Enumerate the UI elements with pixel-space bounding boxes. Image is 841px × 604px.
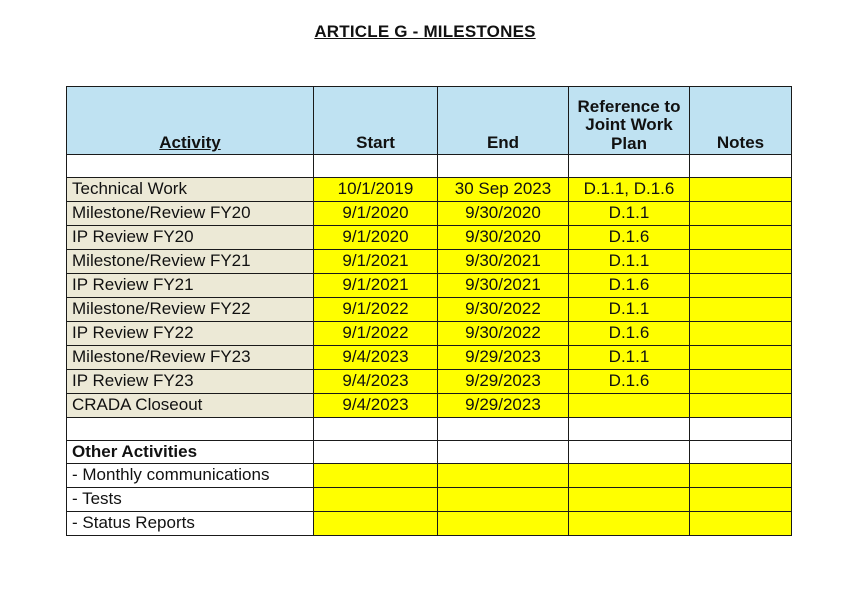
activity-cell: - Tests — [67, 488, 314, 512]
notes-column-header: Notes — [690, 87, 792, 155]
table-row — [67, 488, 792, 512]
notes-cell — [690, 394, 792, 418]
start-cell: 9/1/2021 — [314, 250, 438, 274]
notes-cell — [690, 274, 792, 298]
end-cell: 9/29/2023 — [438, 370, 569, 394]
other-activities-header-row — [67, 441, 792, 464]
reference-cell — [569, 488, 690, 512]
end-cell — [438, 512, 569, 536]
start-cell: 9/4/2023 — [314, 394, 438, 418]
spacer-cell — [690, 418, 792, 441]
activity-cell: IP Review FY23 — [67, 370, 314, 394]
reference-cell: D.1.1 — [569, 346, 690, 370]
milestones-table — [66, 86, 792, 536]
other-activities-heading: Other Activities — [67, 441, 314, 464]
end-cell — [438, 464, 569, 488]
activity-cell: IP Review FY22 — [67, 322, 314, 346]
activity-cell: Technical Work — [67, 178, 314, 202]
table-row — [67, 298, 792, 322]
spacer-cell — [67, 155, 314, 178]
table-row — [67, 512, 792, 536]
start-cell: 9/1/2020 — [314, 202, 438, 226]
table-row — [67, 464, 792, 488]
reference-cell: D.1.1 — [569, 250, 690, 274]
activity-column-header: Activity — [67, 87, 314, 155]
spacer-row — [67, 155, 792, 178]
start-cell — [314, 464, 438, 488]
end-cell: 9/29/2023 — [438, 394, 569, 418]
start-cell: 9/4/2023 — [314, 346, 438, 370]
spacer-cell — [569, 418, 690, 441]
activity-cell: IP Review FY21 — [67, 274, 314, 298]
activity-cell: - Status Reports — [67, 512, 314, 536]
reference-column-header: Reference to Joint Work Plan — [569, 87, 690, 155]
end-cell — [438, 488, 569, 512]
spacer-cell — [438, 418, 569, 441]
reference-cell — [569, 394, 690, 418]
empty-cell — [569, 441, 690, 464]
table-row — [67, 202, 792, 226]
activity-cell: Milestone/Review FY20 — [67, 202, 314, 226]
end-column-header: End — [438, 87, 569, 155]
activity-cell: Milestone/Review FY22 — [67, 298, 314, 322]
activity-cell: IP Review FY20 — [67, 226, 314, 250]
activity-cell: - Monthly communications — [67, 464, 314, 488]
end-cell: 9/30/2020 — [438, 202, 569, 226]
end-cell: 9/30/2022 — [438, 298, 569, 322]
end-cell: 9/30/2021 — [438, 250, 569, 274]
start-cell: 9/1/2021 — [314, 274, 438, 298]
notes-cell — [690, 464, 792, 488]
spacer-cell — [690, 155, 792, 178]
spacer-cell — [67, 418, 314, 441]
activity-cell: Milestone/Review FY21 — [67, 250, 314, 274]
table-header-row — [67, 87, 792, 155]
start-cell — [314, 512, 438, 536]
notes-cell — [690, 512, 792, 536]
reference-cell: D.1.6 — [569, 370, 690, 394]
reference-cell — [569, 464, 690, 488]
empty-cell — [314, 441, 438, 464]
table-row — [67, 370, 792, 394]
start-cell: 9/4/2023 — [314, 370, 438, 394]
reference-cell: D.1.6 — [569, 322, 690, 346]
start-cell — [314, 488, 438, 512]
notes-cell — [690, 202, 792, 226]
table-row — [67, 274, 792, 298]
notes-cell — [690, 226, 792, 250]
notes-cell — [690, 322, 792, 346]
start-cell: 9/1/2022 — [314, 322, 438, 346]
end-cell: 30 Sep 2023 — [438, 178, 569, 202]
table-row — [67, 394, 792, 418]
notes-cell — [690, 346, 792, 370]
start-column-header: Start — [314, 87, 438, 155]
reference-cell: D.1.1 — [569, 202, 690, 226]
table-row — [67, 250, 792, 274]
notes-cell — [690, 250, 792, 274]
start-cell: 9/1/2022 — [314, 298, 438, 322]
reference-cell: D.1.6 — [569, 274, 690, 298]
end-cell: 9/29/2023 — [438, 346, 569, 370]
reference-cell: D.1.1 — [569, 298, 690, 322]
spacer-cell — [438, 155, 569, 178]
activity-cell: CRADA Closeout — [67, 394, 314, 418]
spacer-cell — [314, 418, 438, 441]
notes-cell — [690, 370, 792, 394]
spacer-cell — [569, 155, 690, 178]
start-cell: 10/1/2019 — [314, 178, 438, 202]
empty-cell — [690, 441, 792, 464]
activity-cell: Milestone/Review FY23 — [67, 346, 314, 370]
reference-cell: D.1.6 — [569, 226, 690, 250]
reference-cell: D.1.1, D.1.6 — [569, 178, 690, 202]
table-row — [67, 178, 792, 202]
table-row — [67, 346, 792, 370]
table-row — [67, 322, 792, 346]
empty-cell — [438, 441, 569, 464]
end-cell: 9/30/2020 — [438, 226, 569, 250]
reference-cell — [569, 512, 690, 536]
table-row — [67, 226, 792, 250]
spacer-row — [67, 418, 792, 441]
end-cell: 9/30/2021 — [438, 274, 569, 298]
notes-cell — [690, 298, 792, 322]
notes-cell — [690, 178, 792, 202]
notes-cell — [690, 488, 792, 512]
end-cell: 9/30/2022 — [438, 322, 569, 346]
start-cell: 9/1/2020 — [314, 226, 438, 250]
spacer-cell — [314, 155, 438, 178]
page-title: ARTICLE G - MILESTONES — [314, 22, 536, 41]
